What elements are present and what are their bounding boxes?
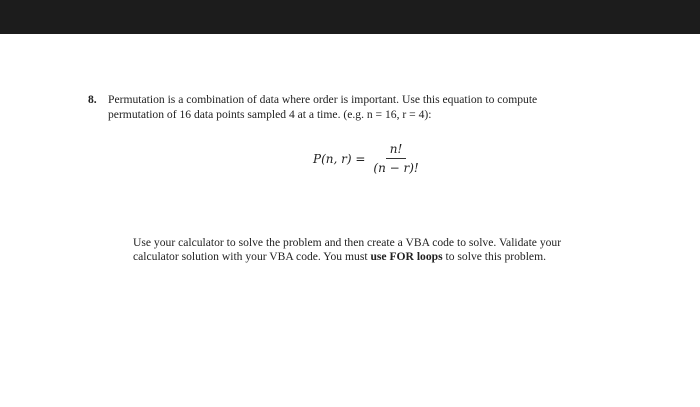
instruction-line-2-pre: calculator solution with your VBA code. You must <box>133 250 371 263</box>
top-dark-bar <box>0 0 700 34</box>
instruction-emphasis: use FOR loops <box>370 250 443 263</box>
question-text-line-1: Permutation is a combination of data where order is important. Use this equation to compute <box>108 93 538 106</box>
instruction-line-2 <box>133 250 546 264</box>
question-number: 8. <box>88 93 97 106</box>
formula-fraction <box>371 142 420 175</box>
formula-lhs: P(n, r) = <box>313 151 366 166</box>
formula-denominator: (n − r)! <box>373 161 419 175</box>
formula-numerator: n! <box>386 142 407 159</box>
instruction-line-2-post: to solve this problem. <box>442 250 546 263</box>
permutation-formula <box>313 142 421 175</box>
document-page <box>0 34 700 407</box>
question-text-line-2: permutation of 16 data points sampled 4 at a time. (e.g. n = 16, r = 4): <box>108 108 432 121</box>
instruction-line-1: Use your calculator to solve the problem and then create a VBA code to solve. Validate your <box>133 236 562 249</box>
